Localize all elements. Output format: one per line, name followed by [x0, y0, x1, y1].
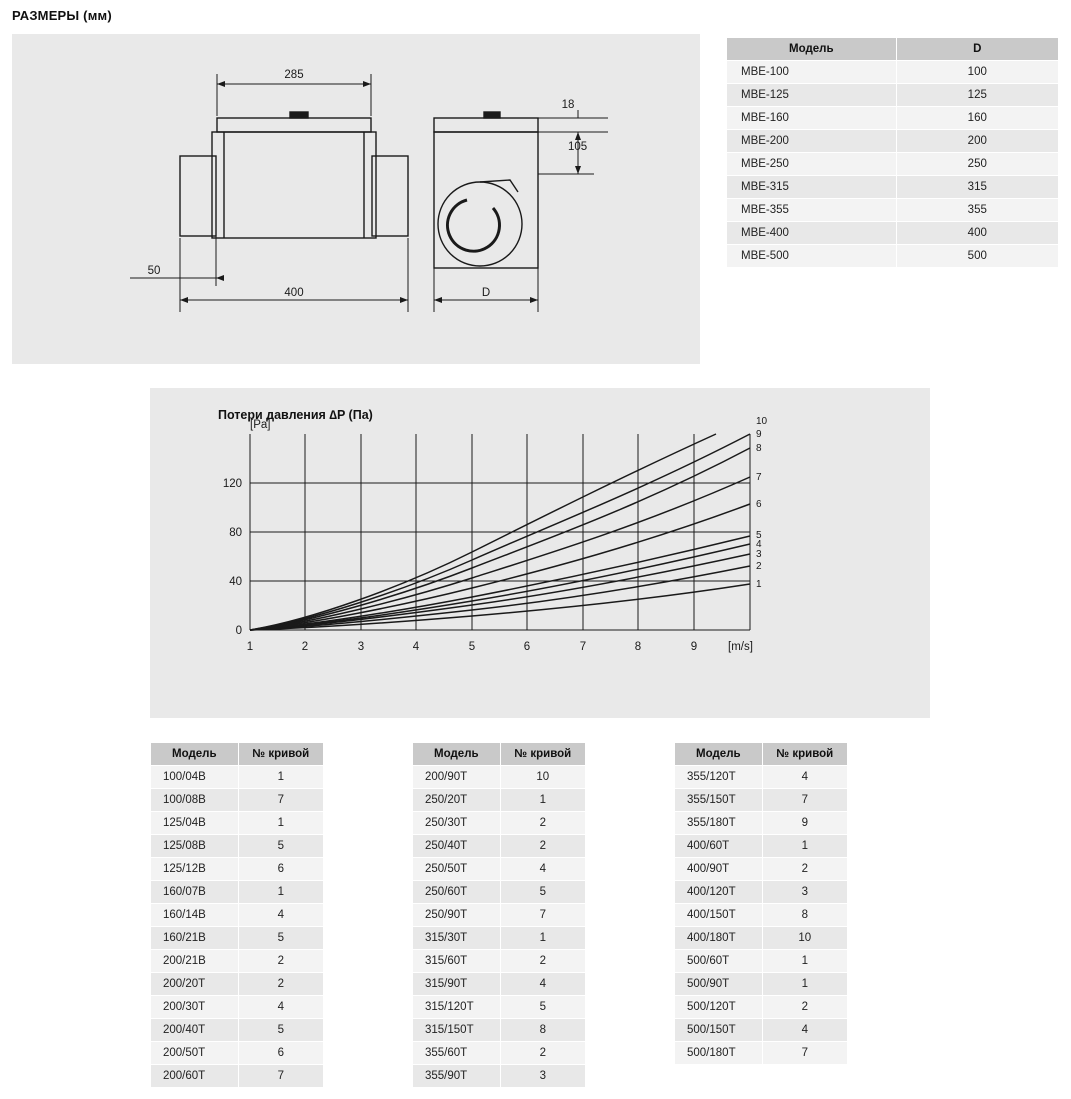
cell-curve: 8 — [762, 904, 847, 927]
cell-curve: 5 — [238, 835, 323, 858]
cell-model: 125/04B — [151, 812, 239, 835]
curve-label-1: 1 — [756, 579, 762, 590]
curve-label-4: 4 — [756, 539, 762, 550]
table-row — [675, 927, 848, 950]
y-tick-120: 120 — [222, 478, 242, 490]
cell-curve: 6 — [238, 1042, 323, 1065]
table-header-row — [151, 743, 324, 766]
table-row — [151, 835, 324, 858]
table-row — [413, 789, 586, 812]
curve-label-9: 9 — [756, 429, 762, 440]
cell-curve: 10 — [762, 927, 847, 950]
y-tick-80: 80 — [229, 527, 242, 539]
cell-model: MBE-500 — [727, 245, 897, 268]
cell-curve: 4 — [762, 1019, 847, 1042]
table-header-row — [675, 743, 848, 766]
cell-model: 250/90T — [413, 904, 501, 927]
cell-curve: 6 — [238, 858, 323, 881]
x-tick-9: 9 — [690, 641, 698, 653]
cell-curve: 1 — [762, 973, 847, 996]
curve-8 — [250, 448, 750, 630]
cell-model: 250/60T — [413, 881, 501, 904]
cell-model: 500/90T — [675, 973, 763, 996]
cell-curve: 2 — [500, 812, 585, 835]
cell-model: 160/14B — [151, 904, 239, 927]
cell-curve: 3 — [762, 881, 847, 904]
cell-model: 200/50T — [151, 1042, 239, 1065]
cell-model: 355/180T — [675, 812, 763, 835]
cell-model: 315/150T — [413, 1019, 501, 1042]
dim-400-label: 400 — [284, 287, 304, 299]
table-row — [727, 222, 1059, 245]
table-row — [727, 107, 1059, 130]
curve-number-table-1 — [150, 742, 324, 1088]
cell-curve: 4 — [762, 766, 847, 789]
column-header-model: Модель — [727, 38, 897, 61]
cell-curve: 8 — [500, 1019, 585, 1042]
cell-curve: 5 — [500, 996, 585, 1019]
cell-curve: 5 — [500, 881, 585, 904]
table-row — [675, 881, 848, 904]
dim-50-label: 50 — [147, 265, 161, 277]
dim-18-label: 18 — [561, 99, 575, 111]
table-row — [413, 881, 586, 904]
x-axis-label: [m/s] — [728, 641, 753, 653]
model-diameter-table — [726, 37, 1059, 268]
pressure-loss-chart — [150, 388, 930, 718]
cell-curve: 7 — [500, 904, 585, 927]
table-row — [151, 973, 324, 996]
dim-285-label: 285 — [284, 69, 304, 81]
table-row — [675, 835, 848, 858]
table-row — [151, 1019, 324, 1042]
dim-D-label: D — [481, 287, 491, 299]
cell-model: 400/120T — [675, 881, 763, 904]
cell-curve: 7 — [238, 789, 323, 812]
cell-model: 315/60T — [413, 950, 501, 973]
table-row — [413, 904, 586, 927]
cell-curve: 1 — [238, 812, 323, 835]
cell-model: 400/180T — [675, 927, 763, 950]
cell-model: 400/150T — [675, 904, 763, 927]
pressure-loss-chart-panel — [150, 388, 930, 718]
cell-model: 100/08B — [151, 789, 239, 812]
cell-curve: 7 — [762, 789, 847, 812]
cell-model: 315/90T — [413, 973, 501, 996]
curve-label-10: 10 — [756, 416, 768, 427]
y-tick-40: 40 — [229, 576, 242, 588]
cell-model: 355/90T — [413, 1065, 501, 1088]
cell-curve: 7 — [762, 1042, 847, 1065]
table-row — [413, 1065, 586, 1088]
cell-curve: 1 — [500, 927, 585, 950]
cell-model: 250/30T — [413, 812, 501, 835]
table-row — [727, 130, 1059, 153]
x-tick-3: 3 — [357, 641, 365, 653]
table-header-row — [727, 38, 1059, 61]
cell-curve: 10 — [500, 766, 585, 789]
cell-model: MBE-125 — [727, 84, 897, 107]
column-header-curve: № кривой — [238, 743, 323, 766]
curve-label-2: 2 — [756, 561, 762, 572]
cell-model: 160/21B — [151, 927, 239, 950]
curve-label-7: 7 — [756, 472, 762, 483]
cell-d: 500 — [896, 245, 1058, 268]
cell-model: 200/30T — [151, 996, 239, 1019]
column-header-model: Модель — [675, 743, 763, 766]
cell-model: MBE-315 — [727, 176, 897, 199]
curve-label-5: 5 — [756, 530, 762, 541]
table-row — [413, 973, 586, 996]
curve-5 — [250, 536, 750, 630]
cell-d: 400 — [896, 222, 1058, 245]
cell-curve: 2 — [238, 973, 323, 996]
cell-curve: 2 — [500, 1042, 585, 1065]
cell-curve: 5 — [238, 927, 323, 950]
curve-number-table-3 — [674, 742, 848, 1065]
cell-model: 500/150T — [675, 1019, 763, 1042]
column-header-d: D — [896, 38, 1058, 61]
cell-curve: 4 — [500, 973, 585, 996]
cell-model: 355/60T — [413, 1042, 501, 1065]
table-row — [151, 858, 324, 881]
cell-curve: 2 — [762, 996, 847, 1019]
table-row — [151, 927, 324, 950]
cell-curve: 2 — [500, 835, 585, 858]
cell-model: 125/12B — [151, 858, 239, 881]
table-row — [151, 1042, 324, 1065]
table-row — [413, 835, 586, 858]
table-row — [413, 1042, 586, 1065]
table-row — [151, 789, 324, 812]
cell-curve: 3 — [500, 1065, 585, 1088]
cell-curve: 1 — [500, 789, 585, 812]
cell-model: 500/120T — [675, 996, 763, 1019]
table-row — [151, 881, 324, 904]
cell-curve: 9 — [762, 812, 847, 835]
table-row — [675, 1042, 848, 1065]
cell-curve: 2 — [238, 950, 323, 973]
table-row — [727, 199, 1059, 222]
table-row — [413, 766, 586, 789]
cell-model: 400/60T — [675, 835, 763, 858]
table-row — [675, 904, 848, 927]
cell-curve: 7 — [238, 1065, 323, 1088]
cell-model: 315/30T — [413, 927, 501, 950]
cell-model: MBE-200 — [727, 130, 897, 153]
table-row — [151, 1065, 324, 1088]
table-row — [675, 973, 848, 996]
curve-2 — [250, 566, 750, 630]
table-row — [727, 84, 1059, 107]
column-header-curve: № кривой — [762, 743, 847, 766]
cell-curve: 1 — [762, 950, 847, 973]
cell-model: 100/04B — [151, 766, 239, 789]
cell-d: 315 — [896, 176, 1058, 199]
x-tick-6: 6 — [523, 641, 531, 653]
table-row — [151, 766, 324, 789]
x-tick-4: 4 — [412, 641, 420, 653]
table-row — [413, 950, 586, 973]
cell-d: 125 — [896, 84, 1058, 107]
table-row — [413, 1019, 586, 1042]
x-tick-2: 2 — [301, 641, 309, 653]
table-row — [675, 950, 848, 973]
curve-label-6: 6 — [756, 499, 762, 510]
cell-curve: 4 — [500, 858, 585, 881]
cell-curve: 5 — [238, 1019, 323, 1042]
cell-model: 200/60T — [151, 1065, 239, 1088]
chart-title: Потери давления ∆P (Па) — [218, 408, 373, 422]
cell-model: 200/21B — [151, 950, 239, 973]
dimensions-drawing — [12, 34, 700, 364]
table-row — [727, 61, 1059, 84]
cell-model: MBE-100 — [727, 61, 897, 84]
cell-curve: 1 — [238, 881, 323, 904]
table-header-row — [413, 743, 586, 766]
cell-model: 355/120T — [675, 766, 763, 789]
cell-model: 160/07B — [151, 881, 239, 904]
curve-number-table-2 — [412, 742, 586, 1088]
cell-model: 200/90T — [413, 766, 501, 789]
cell-d: 200 — [896, 130, 1058, 153]
cell-curve: 2 — [500, 950, 585, 973]
table-row — [151, 904, 324, 927]
cell-model: 125/08B — [151, 835, 239, 858]
table-row — [727, 176, 1059, 199]
table-row — [413, 996, 586, 1019]
x-tick-1: 1 — [246, 641, 254, 653]
cell-curve: 1 — [762, 835, 847, 858]
cell-curve: 4 — [238, 904, 323, 927]
table-row — [727, 245, 1059, 268]
dimensions-drawing-panel — [12, 34, 700, 364]
table-row — [413, 812, 586, 835]
table-row — [675, 1019, 848, 1042]
cell-model: 315/120T — [413, 996, 501, 1019]
table-row — [675, 996, 848, 1019]
cell-model: MBE-400 — [727, 222, 897, 245]
cell-curve: 4 — [238, 996, 323, 1019]
x-tick-7: 7 — [579, 641, 587, 653]
cell-d: 160 — [896, 107, 1058, 130]
cell-model: MBE-160 — [727, 107, 897, 130]
curve-label-3: 3 — [756, 549, 762, 560]
cell-curve: 2 — [762, 858, 847, 881]
cell-d: 250 — [896, 153, 1058, 176]
x-tick-8: 8 — [634, 641, 642, 653]
table-row — [151, 812, 324, 835]
column-header-model: Модель — [151, 743, 239, 766]
cell-model: MBE-250 — [727, 153, 897, 176]
dim-105-label: 105 — [568, 141, 588, 153]
cell-model: MBE-355 — [727, 199, 897, 222]
cell-model: 250/40T — [413, 835, 501, 858]
x-tick-5: 5 — [468, 641, 476, 653]
cell-model: 355/150T — [675, 789, 763, 812]
cell-d: 355 — [896, 199, 1058, 222]
cell-curve: 1 — [238, 766, 323, 789]
cell-model: 400/90T — [675, 858, 763, 881]
table-row — [413, 858, 586, 881]
table-row — [675, 858, 848, 881]
column-header-model: Модель — [413, 743, 501, 766]
table-row — [675, 789, 848, 812]
table-row — [413, 927, 586, 950]
curve-label-8: 8 — [756, 443, 762, 454]
table-row — [151, 950, 324, 973]
page-title: РАЗМЕРЫ (мм) — [12, 8, 112, 23]
cell-model: 250/50T — [413, 858, 501, 881]
y-tick-0: 0 — [235, 625, 242, 637]
column-header-curve: № кривой — [500, 743, 585, 766]
cell-model: 500/180T — [675, 1042, 763, 1065]
cell-model: 500/60T — [675, 950, 763, 973]
y-axis-label: [Pa] — [250, 419, 271, 431]
table-row — [675, 766, 848, 789]
table-row — [727, 153, 1059, 176]
table-row — [675, 812, 848, 835]
cell-model: 250/20T — [413, 789, 501, 812]
cell-model: 200/40T — [151, 1019, 239, 1042]
cell-d: 100 — [896, 61, 1058, 84]
table-row — [151, 996, 324, 1019]
cell-model: 200/20T — [151, 973, 239, 996]
